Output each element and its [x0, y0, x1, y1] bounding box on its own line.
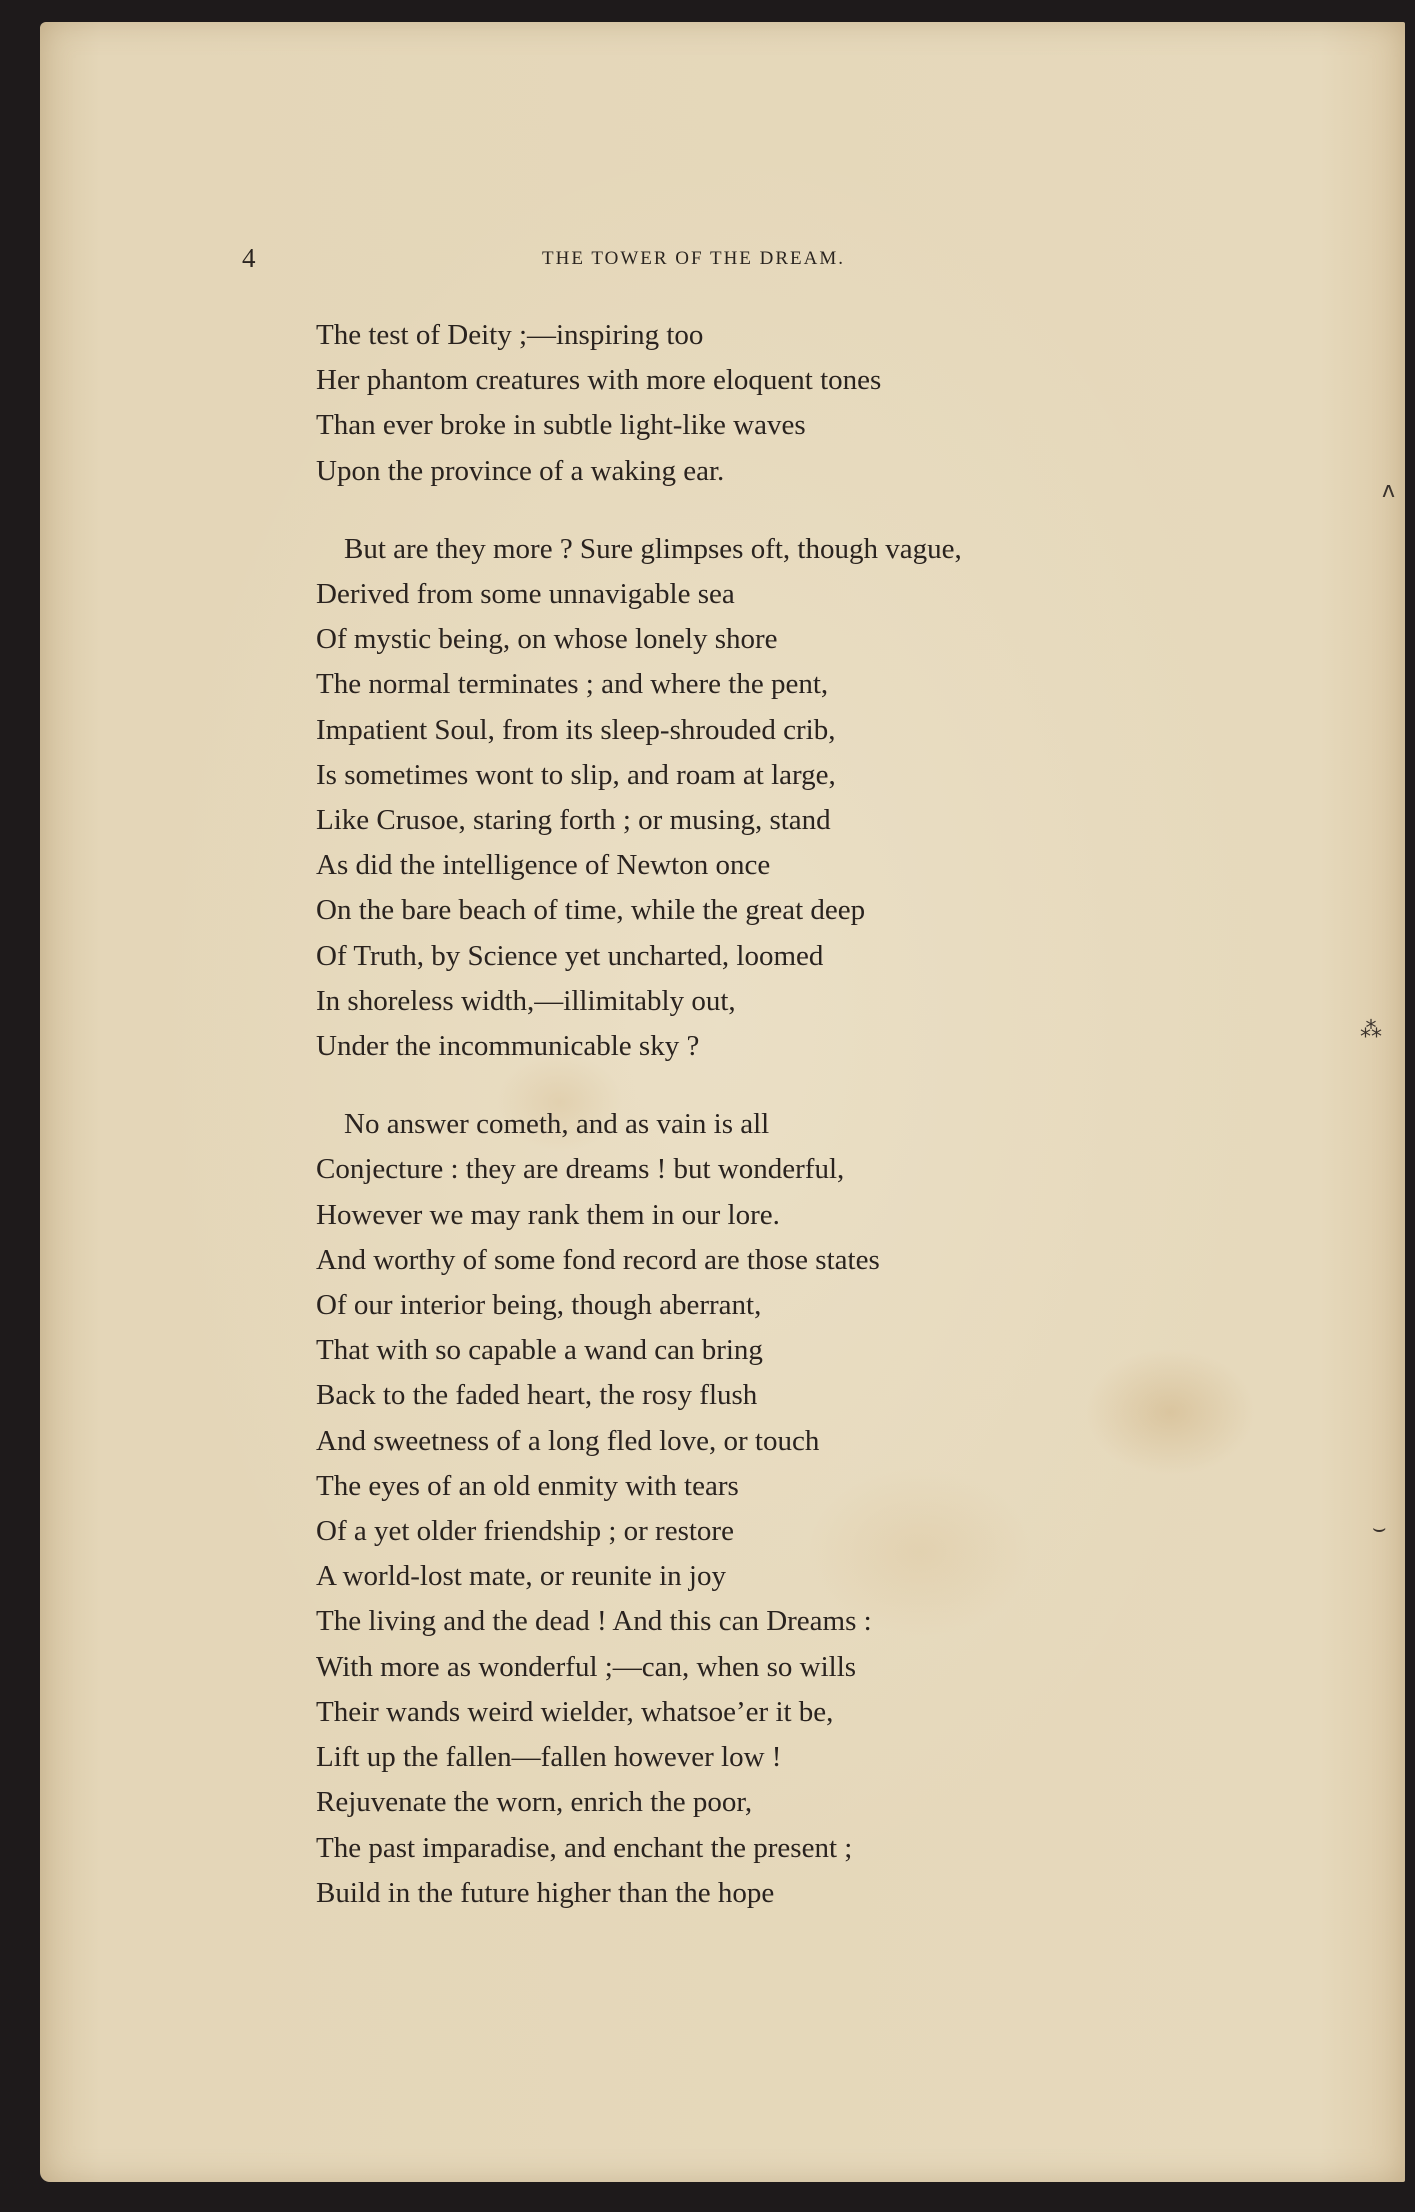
- poem-line: Of Truth, by Science yet uncharted, loomed: [316, 939, 824, 972]
- poem-line: Build in the future higher than the hope: [316, 1876, 775, 1909]
- poem-line: However we may rank them in our lore.: [316, 1198, 780, 1231]
- poem-line: A world-lost mate, or reunite in joy: [316, 1560, 726, 1593]
- stanza-2: [316, 527, 1216, 1069]
- margin-speck: ⌣: [1372, 1516, 1387, 1541]
- margin-speck: ⁂: [1360, 1018, 1382, 1043]
- poem-line: Of mystic being, on whose lonely shore: [316, 623, 778, 656]
- poem-line: That with so capable a wand can bring: [316, 1334, 763, 1367]
- poem-line: Of a yet older friendship ; or restore: [316, 1515, 734, 1548]
- stanza-1: [316, 313, 1216, 494]
- poem-line: No answer cometh, and as vain is all: [344, 1108, 770, 1141]
- poem-line: Upon the province of a waking ear.: [316, 454, 725, 487]
- poem-line: In shoreless width,—illimitably out,: [316, 984, 736, 1017]
- poem-line: The normal terminates ; and where the pent,: [316, 668, 829, 701]
- poem-line: On the bare beach of time, while the great deep: [316, 894, 866, 927]
- poem-line: Than ever broke in subtle light-like waves: [316, 409, 806, 442]
- poem-line: With more as wonderful ;—can, when so wills: [316, 1650, 857, 1683]
- poem-line: As did the intelligence of Newton once: [316, 849, 771, 882]
- poem-line: Their wands weird wielder, whatsoe’er it be,: [316, 1695, 834, 1728]
- poem-line: Her phantom creatures with more eloquent tones: [316, 364, 882, 397]
- poem-text: [316, 313, 1216, 1949]
- poem-line: Is sometimes wont to slip, and roam at large,: [316, 758, 836, 791]
- poem-line: The eyes of an old enmity with tears: [316, 1469, 739, 1502]
- poem-line: The test of Deity ;—inspiring too: [316, 319, 704, 351]
- poem-line: And worthy of some fond record are those states: [316, 1243, 880, 1276]
- poem-line: Of our interior being, though aberrant,: [316, 1289, 762, 1322]
- poem-line: The past imparadise, and enchant the present ;: [316, 1831, 853, 1864]
- page-number: 4: [242, 243, 256, 273]
- margin-speck: ᴧ: [1382, 478, 1396, 503]
- poem-line: Derived from some unnavigable sea: [316, 578, 735, 611]
- poem-line: Impatient Soul, from its sleep-shrouded crib,: [316, 713, 836, 746]
- poem-line: Conjecture : they are dreams ! but wonderful,: [316, 1153, 845, 1186]
- poem-line: Like Crusoe, staring forth ; or musing, stand: [316, 804, 831, 837]
- running-title: THE TOWER OF THE DREAM.: [542, 248, 846, 269]
- poem-line: But are they more ? Sure glimpses oft, though vague,: [344, 532, 962, 565]
- poem-line: The living and the dead ! And this can Dreams :: [316, 1605, 872, 1638]
- poem-line: Lift up the fallen—fallen however low !: [316, 1741, 782, 1774]
- poem-line: And sweetness of a long fled love, or touch: [316, 1424, 820, 1457]
- poem-line: Rejuvenate the worn, enrich the poor,: [316, 1786, 753, 1819]
- poem-line: Under the incommunicable sky ?: [316, 1030, 700, 1063]
- stanza-3: [316, 1102, 1216, 1916]
- poem-line: Back to the faded heart, the rosy flush: [316, 1379, 758, 1412]
